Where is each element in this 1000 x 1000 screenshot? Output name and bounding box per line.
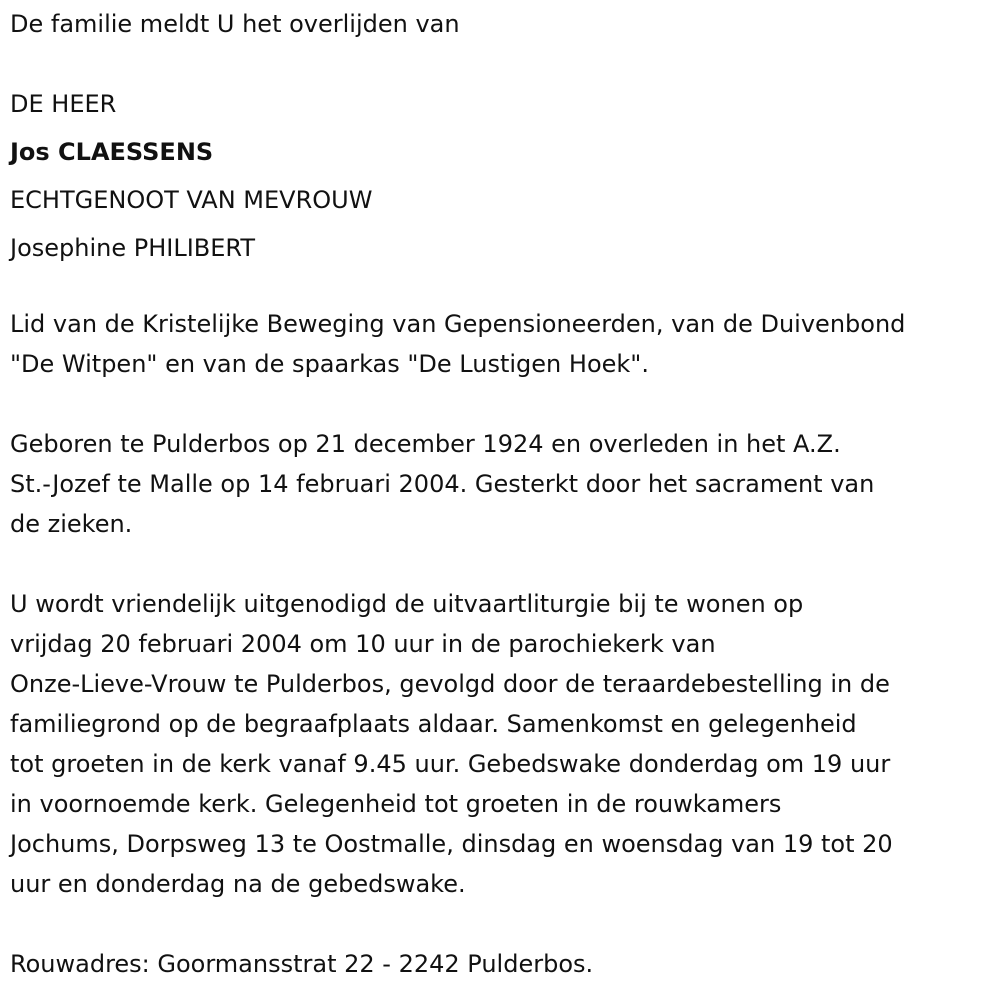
membership-line: Lid van de Kristelijke Beweging van Gepensioneerden, van de Duivenbond <box>10 310 906 338</box>
funeral-line: in voornoemde kerk. Gelegenheid tot groeten in de rouwkamers <box>10 790 782 818</box>
funeral-line: Onze-Lieve-Vrouw te Pulderbos, gevolgd door de teraardebestelling in de <box>10 670 890 698</box>
funeral-line: uur en donderdag na de gebedswake. <box>10 870 466 898</box>
funeral-line: familiegrond op de begraafplaats aldaar. Samenkomst en gelegenheid <box>10 710 857 738</box>
spacer <box>10 272 995 304</box>
funeral-line: tot groeten in de kerk vanaf 9.45 uur. Gebedswake donderdag om 19 uur <box>10 750 891 778</box>
spacer <box>10 904 995 944</box>
funeral-line: Jochums, Dorpsweg 13 te Oostmalle, dinsdag en woensdag van 19 tot 20 <box>10 830 893 858</box>
funeral-paragraph <box>10 584 995 904</box>
obituary-notice <box>10 0 995 984</box>
funeral-line: U wordt vriendelijk uitgenodigd de uitvaartliturgie bij te wonen op <box>10 590 804 618</box>
spacer <box>10 544 995 584</box>
membership-line: "De Witpen" en van de spaarkas "De Lustigen Hoek". <box>10 350 649 378</box>
birth-death-paragraph <box>10 424 995 544</box>
birth-death-line: Geboren te Pulderbos op 21 december 1924 en overleden in het A.Z. <box>10 430 841 458</box>
funeral-line: vrijdag 20 februari 2004 om 10 uur in de parochiekerk van <box>10 630 716 658</box>
honorific-title: DE HEER <box>10 90 117 118</box>
mourning-address: Rouwadres: Goormansstrat 22 - 2242 Pulderbos. <box>10 950 594 978</box>
intro-line: De familie meldt U het overlijden van <box>10 10 460 38</box>
spacer <box>10 48 995 80</box>
birth-death-line: St.-Jozef te Malle op 14 februari 2004. Gesterkt door het sacrament van <box>10 470 875 498</box>
membership-paragraph <box>10 304 995 384</box>
spacer <box>10 384 995 424</box>
deceased-name: Jos CLAESSENS <box>10 138 214 166</box>
spouse-name: Josephine PHILIBERT <box>10 234 256 262</box>
spouse-label: ECHTGENOOT VAN MEVROUW <box>10 186 373 214</box>
birth-death-line: de zieken. <box>10 510 133 538</box>
